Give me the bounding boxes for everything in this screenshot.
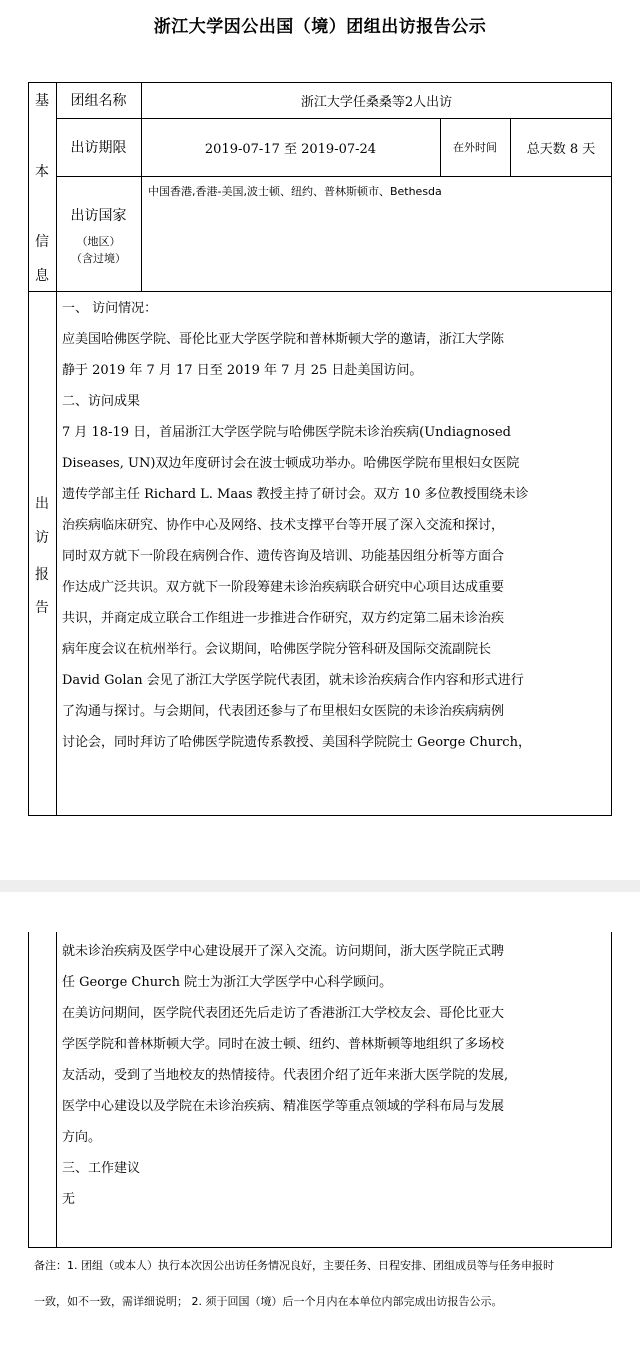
group-name-label: 团组名称	[70, 93, 127, 109]
report-line: 方向。	[62, 1130, 102, 1145]
report-line: 同时双方就下一阶段在病例合作、遗传咨询及培训、功能基因组分析等方面合	[62, 549, 505, 564]
report-line: David Golan 会见了浙江大学医学院代表团，就未诊治疾病合作内容和形式进行	[62, 673, 524, 688]
page-separator	[0, 880, 640, 892]
footer-line: 一致，如不一致，需详细说明； 2. 须于回国（境）后一个月内在本单位内部完成出访报告公示。	[34, 1295, 503, 1308]
report-line: 遗传学部主任 Richard L. Maas 教授主持了研讨会。双方 10 多位教授围绕未诊	[62, 487, 529, 502]
total-days-value: 总天数 8 天	[526, 141, 596, 157]
report-line: 一、 访问情况：	[62, 301, 158, 316]
country-sub-region: （地区）	[76, 235, 121, 248]
report-line: 讨论会，同时拜访了哈佛医学院遗传系教授、美国科学院院士 George Church，	[62, 735, 531, 750]
period-value: 2019-07-17 至 2019-07-24	[204, 141, 377, 157]
period-label: 出访期限	[70, 140, 127, 156]
report-line: 三、工作建议	[62, 1161, 141, 1176]
report-line: 静于 2019 年 7 月 17 日至 2019 年 7 月 25 日赴美国访问。	[62, 363, 423, 378]
report-line: 友活动，受到了当地校友的热情接待。代表团介绍了近年来浙大医学院的发展,	[62, 1068, 509, 1083]
report-line: Diseases, UN)双边年度研讨会在波士顿成功举办。哈佛医学院布里根妇女医院	[62, 456, 520, 471]
country-value: 中国香港,香港-美国,波士顿、纽约、普林斯顿市、Bethesda	[148, 185, 442, 198]
report-line: 7 月 18-19 日，首届浙江大学医学院与哈佛医学院未诊治疾病(Undiagnosed	[62, 425, 511, 440]
section-label-report-2: 访	[35, 530, 49, 546]
section-label-basic-2: 本	[35, 164, 49, 180]
section-label-report-1: 出	[35, 496, 49, 512]
group-name-value: 浙江大学任桑桑等2人出访	[300, 94, 453, 110]
section-label-basic-1: 基	[35, 93, 49, 109]
country-label: 出访国家	[70, 208, 127, 224]
report-line: 医学中心建设以及学院在未诊治疾病、精准医学等重点领域的学科布局与发展	[62, 1099, 505, 1114]
report-line: 治疾病临床研究、协作中心及网络、技术支撑平台等开展了深入交流和探讨，	[62, 518, 505, 533]
report-line: 就未诊治疾病及医学中心建设展开了深入交流。访问期间，浙大医学院正式聘	[62, 944, 505, 959]
report-line: 病年度会议在杭州举行。会议期间，哈佛医学院分管科研及国际交流副院长	[62, 642, 492, 657]
report-line: 无	[62, 1192, 76, 1207]
page-title: 浙江大学因公出国（境）团组出访报告公示	[153, 17, 487, 37]
footer-note	[34, 1252, 624, 1316]
report-line: 二、访问成果	[62, 394, 141, 409]
report-line: 应美国哈佛医学院、哥伦比亚大学医学院和普林斯顿大学的邀请，浙江大学陈	[62, 332, 505, 347]
section-label-report-3: 报	[35, 567, 49, 583]
report-body-page2	[62, 936, 607, 1215]
section-label-report-4: 告	[35, 600, 49, 616]
report-line: 共识，并商定成立联合工作组进一步推进合作研究，双方约定第二届未诊治疾	[62, 611, 505, 626]
country-sub-transit: （含过境）	[71, 252, 126, 265]
footer-line: 备注：1. 团组（或本人）执行本次因公出访任务情况良好，主要任务、日程安排、团组成员等与任务申报时	[34, 1259, 554, 1272]
report-line: 学医学院和普林斯顿大学。同时在波士顿、纽约、普林斯顿等地组织了多场校	[62, 1037, 505, 1052]
report-line: 任 George Church 院士为浙江大学医学中心科学顾问。	[62, 975, 393, 990]
report-line: 在美访问期间，医学院代表团还先后走访了香港浙江大学校友会、哥伦比亚大	[62, 1006, 505, 1021]
report-body-page1	[62, 293, 607, 758]
time-abroad-label: 在外时间	[453, 141, 497, 154]
report-line: 了沟通与探讨。与会期间，代表团还参与了布里根妇女医院的未诊治疾病病例	[62, 704, 505, 719]
section-label-basic-4: 息	[35, 268, 49, 284]
section-label-basic-3: 信	[35, 234, 49, 250]
report-line: 作达成广泛共识。双方就下一阶段筹建未诊治疾病联合研究中心项目达成重要	[62, 580, 505, 595]
